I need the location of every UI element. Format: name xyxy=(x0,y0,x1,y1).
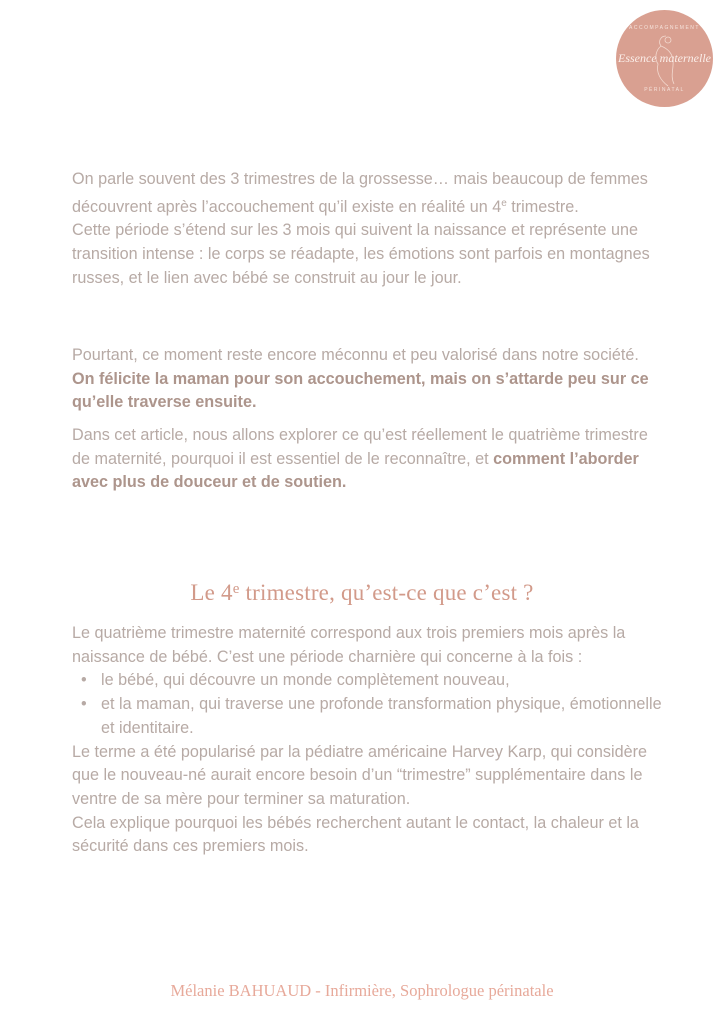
superscript: e xyxy=(501,197,507,209)
intro-p1-text: On parle souvent des 3 trimestres de la grossesse… mais beaucoup de femmes découvrent après l’accouchement qu’il existe en réalité un 4 xyxy=(72,170,648,216)
section-body xyxy=(72,622,662,859)
section-heading xyxy=(0,580,724,606)
heading-text: Le 4 xyxy=(190,580,233,605)
intro-p4-bold: comment l’aborder avec plus de douceur et de soutien. xyxy=(72,449,639,492)
intro-p3-bold: On félicite la maman pour son accouchement, mais on s’attarde peu sur ce qu’elle traverse ensuite. xyxy=(72,369,649,412)
intro-paragraph-1 xyxy=(72,168,662,219)
intro-paragraph-3 xyxy=(72,344,662,415)
intro-paragraph-4 xyxy=(72,424,662,495)
intro-block xyxy=(72,168,662,291)
intro-p1-text-end: trimestre. xyxy=(506,197,579,216)
intro-p3-text: Pourtant, ce moment reste encore méconnu et peu valorisé dans notre société. xyxy=(72,346,639,364)
list-item: • et la maman, qui traverse une profonde transformation physique, émotionnelle et identitaire. xyxy=(72,693,662,740)
section-paragraph-2: Le terme a été popularisé par la pédiatre américaine Harvey Karp, qui considère que le nouveau-né aurait encore besoin d’un “trimestre” supplémentaire dans le ventre de sa mère pour terminer sa maturation. xyxy=(72,742,647,808)
list-item: • le bébé, qui découvre un monde complètement nouveau, xyxy=(72,669,662,693)
heading-superscript: e xyxy=(232,581,240,597)
section-paragraph-1: Le quatrième trimestre maternité correspond aux trois premiers mois après la naissance de bébé. C’est une période charnière qui concerne à la fois : xyxy=(72,624,626,666)
brand-logo xyxy=(616,10,713,107)
logo-bottom-text: PÉRINATAL xyxy=(644,87,685,93)
logo-script-text: Essence maternelle xyxy=(618,51,711,65)
page-footer: Mélanie BAHUAUD - Infirmière, Sophrologue périnatale xyxy=(170,981,554,1000)
intro-block-2 xyxy=(72,344,662,415)
bullet-list xyxy=(72,669,662,740)
heading-text-end: trimestre, qu’est-ce que c’est ? xyxy=(239,580,534,605)
intro-block-3 xyxy=(72,424,662,495)
section-paragraph-3: Cela explique pourquoi les bébés recherchent autant le contact, la chaleur et la sécurité dans ces premiers mois. xyxy=(72,813,639,856)
intro-p4-text: Dans cet article, nous allons explorer ce qu’est réellement le quatrième trimestre de maternité, pourquoi il est essentiel de le reconnaître, et xyxy=(72,426,648,468)
logo-top-text: ACCOMPAGNEMENT xyxy=(629,25,700,31)
intro-paragraph-2: Cette période s’étend sur les 3 mois qui suivent la naissance et représente une transition intense : le corps se réadapte, les émotions sont parfois en montagnes russes, et le lien avec bébé se construit au jour le jour. xyxy=(72,221,650,287)
